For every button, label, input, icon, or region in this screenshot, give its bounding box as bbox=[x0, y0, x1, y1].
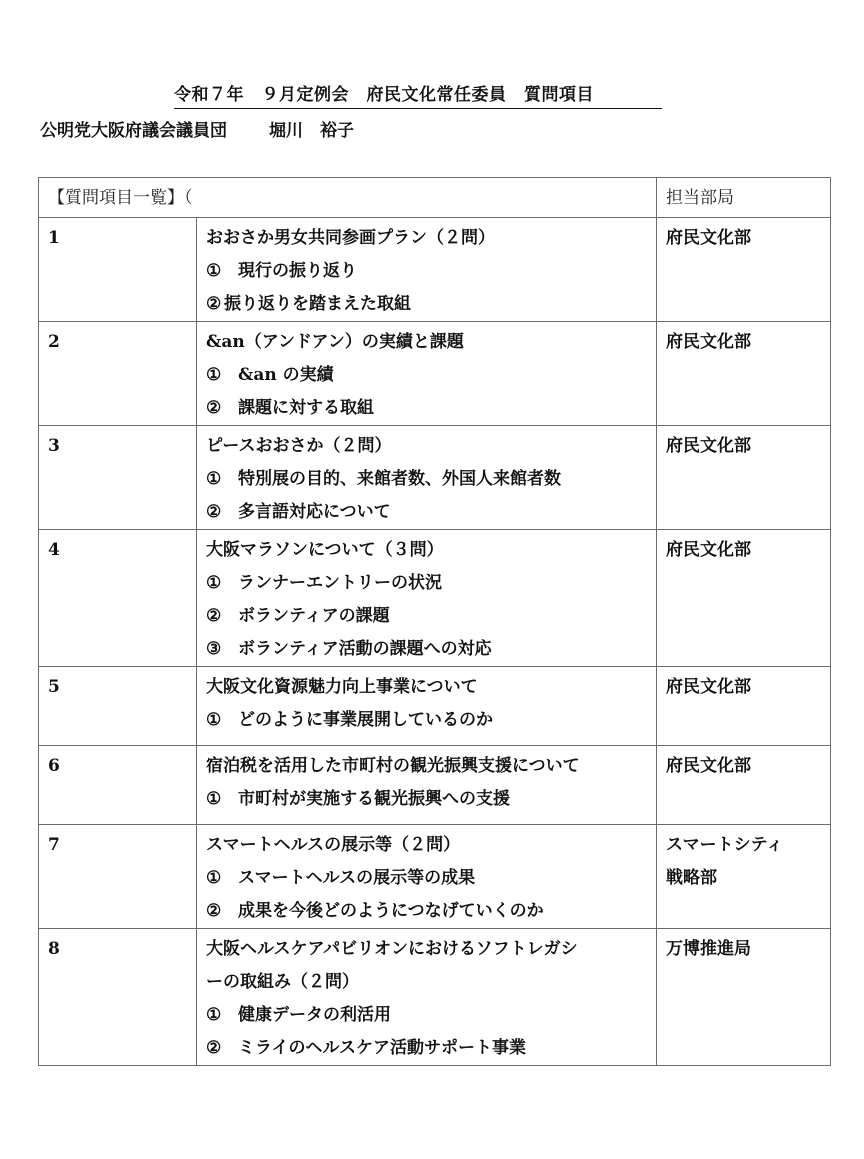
sub-question: ③ ボランティア活動の課題への対応 bbox=[206, 639, 492, 659]
sub-question: ② 課題に対する取組 bbox=[206, 398, 374, 418]
question-cell bbox=[197, 667, 657, 746]
row-number: 1 bbox=[39, 218, 197, 322]
author-group: 公明党大阪府議会議員団 bbox=[40, 121, 227, 141]
question-title: スマートヘルスの展示等（２問） bbox=[206, 835, 461, 855]
department-line: 戦略部 bbox=[666, 868, 717, 888]
department-cell: 府民文化部 bbox=[657, 530, 831, 667]
question-title: &an（アンドアン）の実績と課題 bbox=[206, 332, 464, 352]
department-cell: 万博推進局 bbox=[657, 929, 831, 1066]
table-row bbox=[39, 667, 831, 746]
table-row bbox=[39, 426, 831, 530]
question-cell bbox=[197, 825, 657, 929]
question-table bbox=[38, 177, 831, 1066]
table-row bbox=[39, 530, 831, 667]
question-title: 大阪ヘルスケアパビリオンにおけるソフトレガシ bbox=[206, 939, 578, 959]
sub-question: ① スマートヘルスの展示等の成果 bbox=[206, 868, 476, 888]
sub-question: ② 成果を今後どのようにつなげていくのか bbox=[206, 901, 544, 921]
header-question-list: 【質問項目一覧】（ bbox=[39, 178, 657, 218]
row-number: 5 bbox=[39, 667, 197, 746]
department-cell: 府民文化部 bbox=[657, 322, 831, 426]
question-title: 宿泊税を活用した市町村の観光振興支援について bbox=[206, 756, 580, 776]
row-number: 3 bbox=[39, 426, 197, 530]
question-cell bbox=[197, 426, 657, 530]
question-cell bbox=[197, 530, 657, 667]
question-title: 大阪マラソンについて（３問） bbox=[206, 540, 444, 560]
department-cell: 府民文化部 bbox=[657, 218, 831, 322]
sub-question: ① 現行の振り返り bbox=[206, 261, 357, 281]
department-cell bbox=[657, 825, 831, 929]
sub-question: ① 特別展の目的、来館者数、外国人来館者数 bbox=[206, 469, 561, 489]
table-row bbox=[39, 218, 831, 322]
sub-question: ② 振り返りを踏まえた取組 bbox=[206, 294, 411, 314]
department-cell: 府民文化部 bbox=[657, 426, 831, 530]
author-line bbox=[40, 116, 354, 141]
question-cell bbox=[197, 322, 657, 426]
sub-question: ② 多言語対応について bbox=[206, 502, 391, 522]
table-row bbox=[39, 929, 831, 1066]
header-department: 担当部局 bbox=[657, 178, 831, 218]
question-title-continued: ーの取組み（２問） bbox=[206, 972, 359, 992]
department-cell: 府民文化部 bbox=[657, 746, 831, 825]
department-cell: 府民文化部 bbox=[657, 667, 831, 746]
table-header-row bbox=[39, 178, 831, 218]
author-name: 堀川 裕子 bbox=[269, 121, 354, 141]
row-number: 2 bbox=[39, 322, 197, 426]
question-title: 大阪文化資源魅力向上事業について bbox=[206, 677, 478, 697]
question-title: おおさか男女共同参画プラン（２問） bbox=[206, 228, 495, 248]
table-row bbox=[39, 825, 831, 929]
question-cell bbox=[197, 929, 657, 1066]
sub-question: ② ボランティアの課題 bbox=[206, 606, 390, 626]
row-number: 7 bbox=[39, 825, 197, 929]
sub-question: ① 健康データの利活用 bbox=[206, 1005, 391, 1025]
sub-question: ① ランナーエントリーの状況 bbox=[206, 573, 442, 593]
sub-question: ② ミライのヘルスケア活動サポート事業 bbox=[206, 1038, 526, 1058]
table-row bbox=[39, 322, 831, 426]
sub-question: ① &an の実績 bbox=[206, 365, 334, 385]
sub-question: ① 市町村が実施する観光振興への支援 bbox=[206, 789, 510, 809]
sub-question: ① どのように事業展開しているのか bbox=[206, 710, 493, 730]
question-cell bbox=[197, 218, 657, 322]
row-number: 4 bbox=[39, 530, 197, 667]
department-line: スマートシティ bbox=[666, 835, 784, 855]
document-title: 令和７年 ９月定例会 府民文化常任委員 質問項目 bbox=[174, 80, 662, 109]
row-number: 8 bbox=[39, 929, 197, 1066]
row-number: 6 bbox=[39, 746, 197, 825]
table-row bbox=[39, 746, 831, 825]
question-cell bbox=[197, 746, 657, 825]
question-title: ピースおおさか（２問） bbox=[206, 436, 392, 456]
